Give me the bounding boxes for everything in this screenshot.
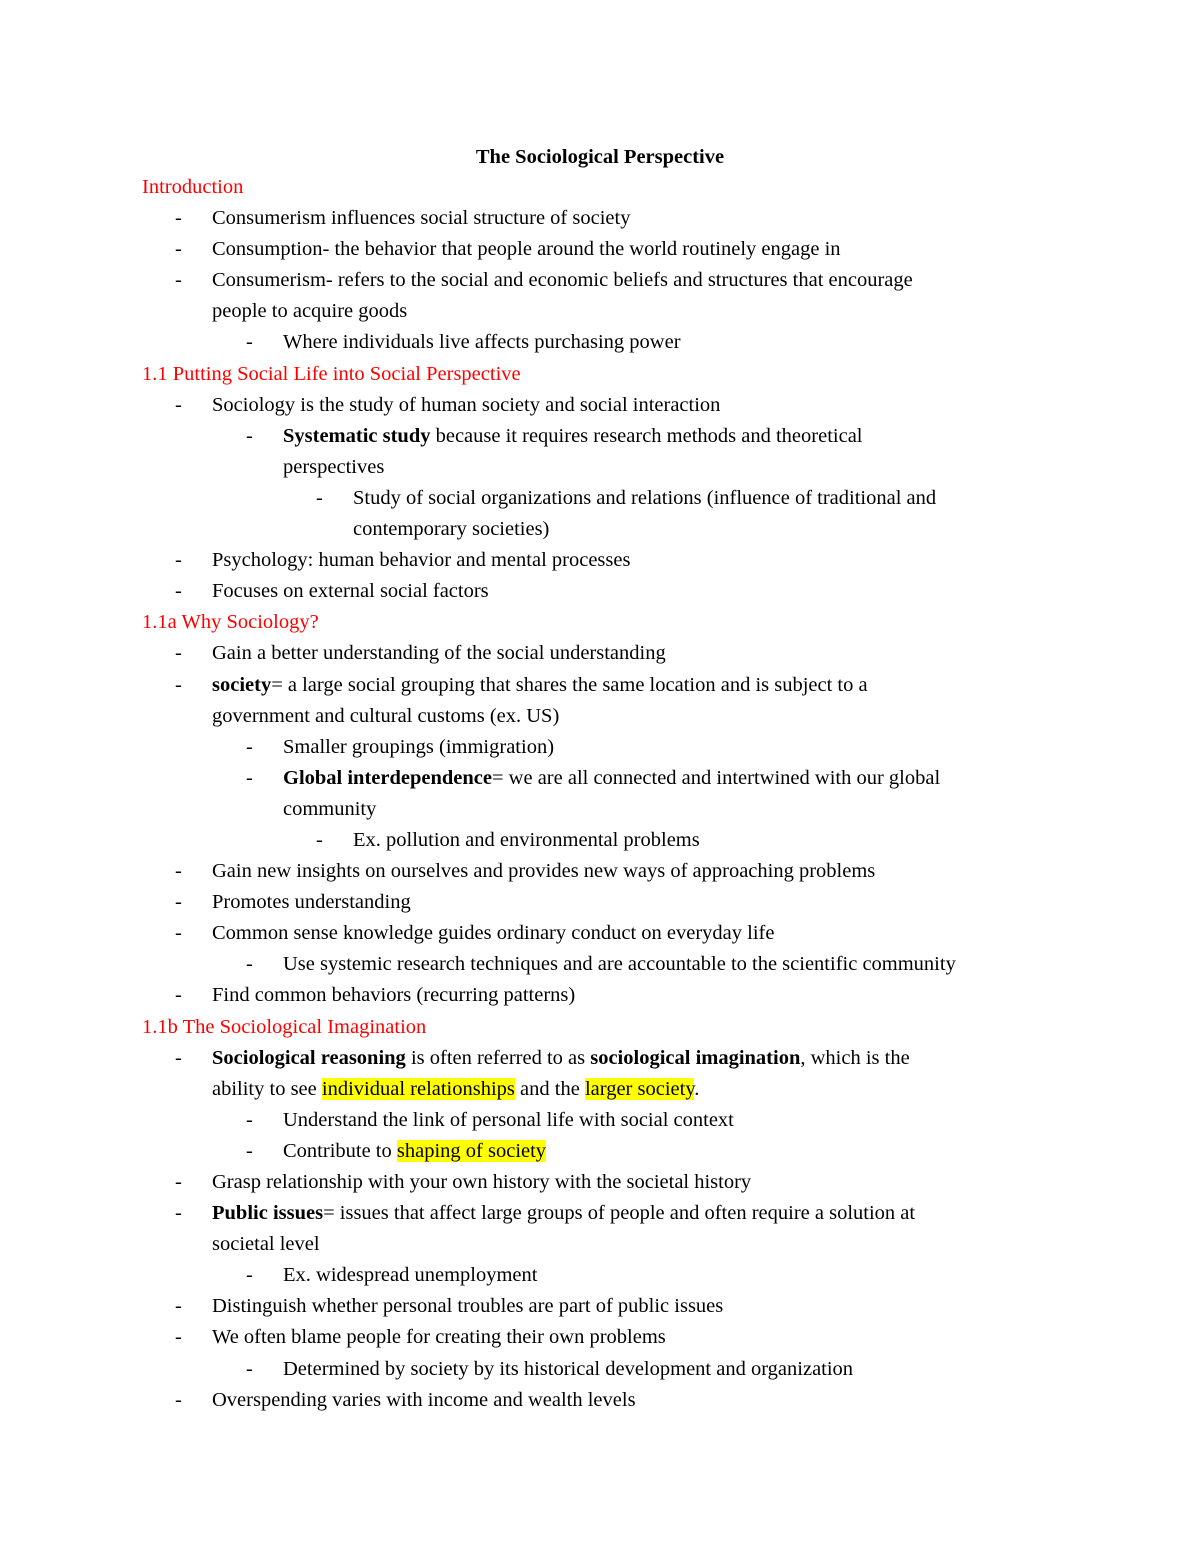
bullet-item bbox=[0, 887, 1200, 918]
bullet-text: community bbox=[283, 797, 377, 820]
bullet-text: Determined by society by its historical development and organization bbox=[283, 1357, 854, 1380]
bullet-item bbox=[0, 1043, 1200, 1074]
bullet-item bbox=[0, 234, 1200, 265]
sub-bullet-item bbox=[0, 1260, 1200, 1291]
sub-bullet-item bbox=[0, 732, 1200, 763]
bullet-dash: - bbox=[175, 1388, 182, 1411]
bullet-dash: - bbox=[246, 424, 253, 447]
bullet-continuation bbox=[0, 794, 1200, 825]
bullet-continuation bbox=[0, 296, 1200, 327]
bullet-dash: - bbox=[246, 735, 253, 758]
bullet-item bbox=[0, 1198, 1200, 1229]
sub-bullet-item bbox=[0, 1136, 1200, 1167]
bullet-text: Promotes understanding bbox=[212, 891, 411, 914]
bullet-item bbox=[0, 856, 1200, 887]
bullet-text: Find common behaviors (recurring patterns) bbox=[212, 984, 576, 1007]
bullet-text: Use systemic research techniques and are accountable to the scientific community bbox=[283, 953, 956, 976]
bullet-text: We often blame people for creating their own problems bbox=[212, 1326, 666, 1349]
bullet-text: Sociology is the study of human society and social interaction bbox=[212, 393, 721, 416]
bullet-item bbox=[0, 576, 1200, 607]
bullet-dash: - bbox=[175, 580, 182, 603]
bullet-dash: - bbox=[175, 642, 182, 665]
bullet-text: Study of social organizations and relations (influence of traditional and bbox=[353, 486, 937, 509]
bold-term: Global interdependence bbox=[283, 766, 492, 789]
bullet-dash: - bbox=[175, 860, 182, 883]
bullet-item bbox=[0, 1291, 1200, 1322]
bullet-text: Ex. widespread unemployment bbox=[283, 1264, 538, 1287]
section-heading-1-1b: 1.1b The Sociological Imagination bbox=[142, 1015, 427, 1038]
bullet-text: Grasp relationship with your own history with the societal history bbox=[212, 1171, 752, 1193]
bullet-text-rest: , which is the bbox=[800, 1046, 910, 1069]
bullet-continuation bbox=[0, 452, 1200, 483]
section-heading-introduction: Introduction bbox=[142, 176, 244, 198]
bullet-dash: - bbox=[246, 1264, 253, 1287]
bullet-continuation bbox=[0, 514, 1200, 545]
bullet-text-rest: = a large social grouping that shares the same location and is subject to a bbox=[271, 673, 868, 696]
bullet-dash: - bbox=[175, 922, 182, 945]
document-title: The Sociological Perspective bbox=[475, 146, 725, 168]
bullet-item bbox=[0, 390, 1200, 421]
document-body bbox=[0, 172, 1200, 1416]
bullet-text: perspectives bbox=[283, 455, 385, 478]
bullet-item bbox=[0, 670, 1200, 701]
bullet-dash: - bbox=[246, 1108, 253, 1131]
bullet-text: Consumption- the behavior that people around the world routinely engage in bbox=[212, 238, 841, 261]
bullet-item bbox=[0, 1322, 1200, 1353]
bullet-text bbox=[212, 1074, 699, 1105]
bold-term: Public issues bbox=[212, 1202, 324, 1225]
bullet-text-rest: Contribute to bbox=[283, 1139, 397, 1162]
bullet-text-rest: is often referred to as bbox=[405, 1046, 591, 1069]
bullet-dash: - bbox=[175, 891, 182, 914]
bullet-continuation bbox=[0, 1074, 1200, 1105]
bullet-dash: - bbox=[175, 238, 182, 261]
bullet-item bbox=[0, 203, 1200, 234]
sub-bullet-item bbox=[0, 1354, 1200, 1385]
bullet-item bbox=[0, 1385, 1200, 1416]
bullet-dash: - bbox=[175, 207, 182, 230]
bullet-text: people to acquire goods bbox=[212, 300, 408, 323]
bullet-text-rest: = issues that affect large groups of people and often require a solution at bbox=[323, 1202, 916, 1225]
bullet-dash: - bbox=[316, 486, 323, 509]
bullet-text: Overspending varies with income and wealth levels bbox=[212, 1388, 636, 1411]
bullet-item bbox=[0, 638, 1200, 669]
bullet-dash: - bbox=[175, 549, 182, 572]
bullet-item bbox=[0, 1167, 1200, 1198]
bullet-text: Consumerism influences social structure of society bbox=[212, 207, 631, 230]
bullet-dash: - bbox=[175, 1326, 182, 1349]
bullet-item bbox=[0, 545, 1200, 576]
sub-bullet-item bbox=[0, 327, 1200, 358]
bullet-text-rest: = we are all connected and intertwined with our global bbox=[491, 766, 941, 789]
bullet-item bbox=[0, 980, 1200, 1011]
bullet-dash: - bbox=[175, 269, 182, 292]
bullet-text-rest: and the bbox=[514, 1077, 585, 1100]
bullet-item bbox=[0, 918, 1200, 949]
bullet-text: Psychology: human behavior and mental processes bbox=[212, 549, 631, 572]
bullet-text: Where individuals live affects purchasing power bbox=[283, 331, 681, 354]
bullet-text: Consumerism- refers to the social and economic beliefs and structures that encourage bbox=[212, 269, 913, 292]
bullet-item bbox=[0, 265, 1200, 296]
bullet-text-rest: ability to see bbox=[212, 1077, 322, 1100]
bullet-text: Understand the link of personal life with social context bbox=[283, 1108, 734, 1131]
bullet-text: Gain new insights on ourselves and provides new ways of approaching problems bbox=[212, 860, 876, 883]
bullet-continuation bbox=[0, 1229, 1200, 1260]
bullet-text bbox=[283, 763, 940, 794]
bullet-text bbox=[283, 1136, 546, 1167]
bullet-text bbox=[283, 421, 863, 452]
bullet-dash: - bbox=[246, 1357, 253, 1380]
sub-bullet-item bbox=[0, 1105, 1200, 1136]
sub-sub-bullet-item bbox=[0, 825, 1200, 856]
bold-term: Sociological reasoning bbox=[212, 1046, 406, 1069]
sub-bullet-item bbox=[0, 949, 1200, 980]
bold-term: sociological imagination bbox=[590, 1046, 801, 1069]
bullet-text: Ex. pollution and environmental problems bbox=[353, 828, 700, 851]
bullet-dash: - bbox=[246, 766, 253, 789]
bullet-dash: - bbox=[175, 1171, 182, 1193]
bold-term: society bbox=[212, 673, 272, 696]
bullet-dash: - bbox=[175, 1295, 182, 1318]
bullet-text bbox=[212, 1043, 910, 1074]
bullet-dash: - bbox=[175, 1046, 182, 1069]
sub-bullet-item bbox=[0, 763, 1200, 794]
highlighted-text: larger society bbox=[584, 1077, 695, 1100]
bullet-continuation bbox=[0, 701, 1200, 732]
bullet-text: government and cultural customs (ex. US) bbox=[212, 704, 560, 727]
bullet-text: Smaller groupings (immigration) bbox=[283, 735, 555, 758]
bold-term: Systematic study bbox=[283, 424, 431, 447]
bullet-text bbox=[212, 1198, 915, 1229]
highlighted-text: shaping of society bbox=[396, 1139, 547, 1162]
bullet-dash: - bbox=[316, 828, 323, 851]
bullet-text: Focuses on external social factors bbox=[212, 580, 489, 603]
highlighted-text: individual relationships bbox=[321, 1077, 515, 1100]
bullet-dash: - bbox=[246, 1139, 253, 1162]
section-heading-1-1: 1.1 Putting Social Life into Social Perspective bbox=[142, 362, 521, 385]
bullet-text: Common sense knowledge guides ordinary conduct on everyday life bbox=[212, 922, 775, 945]
sub-sub-bullet-item bbox=[0, 483, 1200, 514]
bullet-text-rest: . bbox=[694, 1077, 700, 1100]
bullet-text: Gain a better understanding of the social understanding bbox=[212, 642, 666, 665]
section-heading-1-1a: 1.1a Why Sociology? bbox=[142, 611, 319, 634]
bullet-text bbox=[212, 670, 868, 701]
bullet-dash: - bbox=[246, 331, 253, 354]
bullet-dash: - bbox=[175, 393, 182, 416]
bullet-text-rest: because it requires research methods and theoretical bbox=[430, 424, 863, 447]
bullet-dash: - bbox=[175, 984, 182, 1007]
bullet-dash: - bbox=[175, 1202, 182, 1225]
bullet-text: Distinguish whether personal troubles are part of public issues bbox=[212, 1295, 724, 1318]
bullet-dash: - bbox=[246, 953, 253, 976]
sub-bullet-item bbox=[0, 421, 1200, 452]
bullet-text: contemporary societies) bbox=[353, 518, 550, 541]
bullet-dash: - bbox=[175, 673, 182, 696]
bullet-text: societal level bbox=[212, 1233, 320, 1256]
